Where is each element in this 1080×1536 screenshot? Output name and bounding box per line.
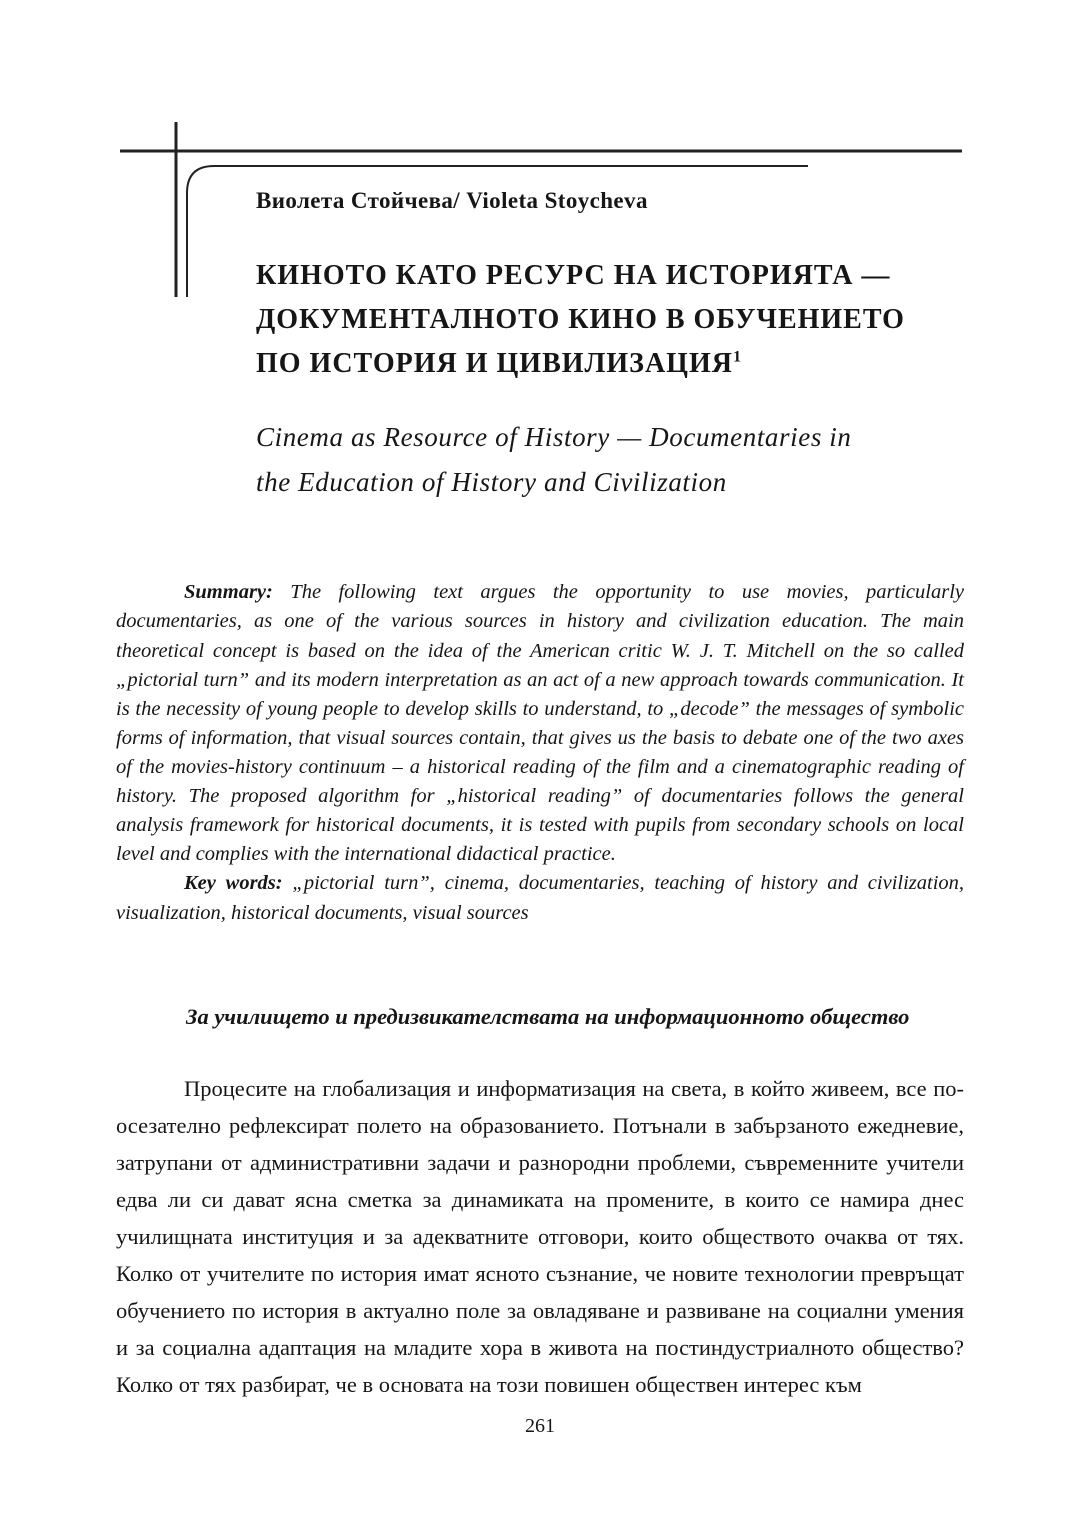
section-heading: За училището и предизвикателствата на информационното общество [186,1003,910,1029]
title-english-line-2: the Education of History and Civilization [256,466,727,497]
keywords-text: „pictorial turn”, cinema, documentaries, teaching of history and civilization, visualization, historical documents, visual sources [116,872,965,924]
summary-label: Summary: [184,581,273,604]
keywords-paragraph [116,869,964,927]
title-bulgarian-line-1: КИНОТО КАТО РЕСУРС НА ИСТОРИЯТА — [256,260,891,291]
title-bulgarian [256,254,964,387]
title-english-line-1: Cinema as Resource of History — Documentaries in [256,421,852,452]
keywords-label: Key words: [184,872,283,895]
title-english [256,415,964,505]
body-paragraph: Процесите на глобализация и информатизация на света, в който живеем, все по-осезателно рефлексират полето на образованието. Потънали в забързаното ежедневие, затрупани от административни задачи и разнородни проблеми, съвременните учители едва ли си дават ясна сметка за динамиката на промените, в които се намира днес училищната институция и за адекватните отговори, които обществото очаква от тях. Колко от учителите по история имат ясното съзнание, че новите технологии превръщат обучението по история в актуално поле за овладяване и развиване на социални умения и за социална адаптация на младите хора в живота на постиндустриалното общество? Колко от тях разбират, че в основата на този повишен обществен интерес към [116,1076,964,1397]
author-line: Виолета Стойчева/ Violeta Stoycheva [256,188,648,213]
page-content [0,188,1080,1403]
summary-paragraph [116,578,964,869]
title-bulgarian-line-3: ПО ИСТОРИЯ И ЦИВИЛИЗАЦИЯ [256,348,733,380]
footnote-mark: 1 [732,348,743,367]
summary-text: The following text argues the opportunity to use movies, particularly documentaries, as one of the various sources in history and civilization education. The main theoretical concept is based on the idea of the American critic W. J. T. Mitchell on the so called „pictorial turn” and its modern interpretation as an act of a new approach towards communication. It is the necessity of young people to develop skills to understand, to „decode” the messages of symbolic forms of information, that visual sources contain, that gives us the basis to debate one of the two axes of the movies-history continuum – a historical reading of the film and a cinematographic reading of history. The proposed algorithm for „historical reading” of documentaries follows the general analysis framework for historical documents, it is tested with pupils from secondary schools on local level and complies with the international didactical practice. [116,581,964,866]
title-bulgarian-line-2: ДОКУМЕНТАЛНОТО КИНО В ОБУЧЕНИЕТО [256,304,905,336]
page-number: 261 [525,1415,555,1437]
